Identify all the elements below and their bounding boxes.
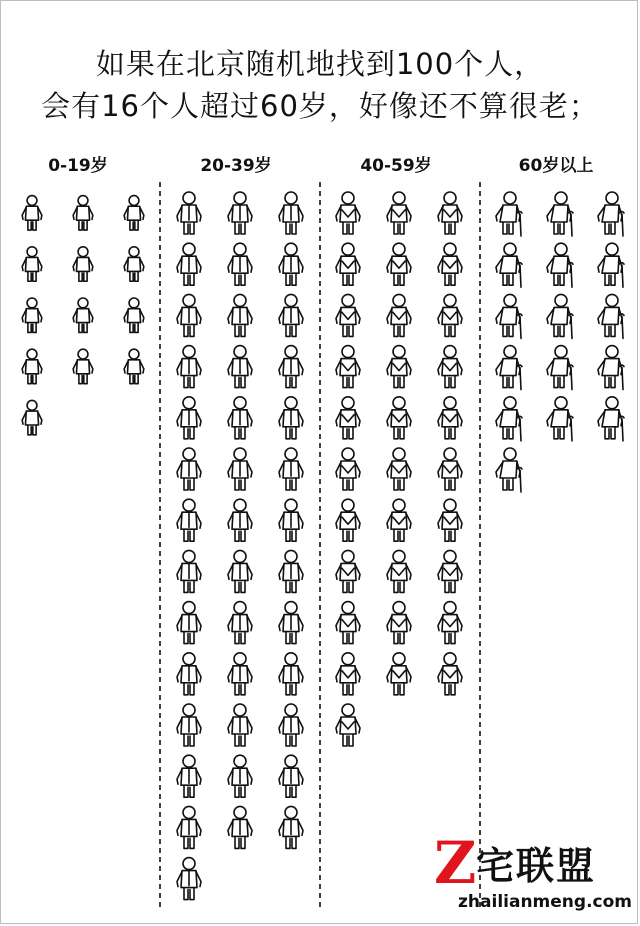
- watermark-url: zhailianmeng.com: [458, 892, 632, 912]
- person-icon: [228, 704, 252, 746]
- person-icon: [279, 397, 303, 439]
- person-icon: [336, 346, 360, 388]
- person-icon: [496, 448, 522, 492]
- person-icon: [177, 243, 201, 285]
- person-icon: [336, 499, 360, 541]
- person-icon: [438, 294, 462, 336]
- person-icon: [279, 653, 303, 695]
- person-icon: [279, 346, 303, 388]
- person-icon: [22, 349, 42, 383]
- person-icon: [438, 448, 462, 490]
- watermark-name: 宅联盟: [476, 844, 597, 888]
- person-icon: [73, 247, 93, 281]
- person-icon: [228, 346, 252, 388]
- person-icon: [279, 448, 303, 490]
- person-icon: [438, 602, 462, 644]
- person-icon: [438, 192, 462, 234]
- person-icon: [228, 755, 252, 797]
- person-icon: [387, 192, 411, 234]
- person-icon: [177, 499, 201, 541]
- person-icon: [547, 397, 573, 441]
- person-icon: [279, 806, 303, 848]
- person-icon: [496, 346, 522, 390]
- person-icon: [279, 499, 303, 541]
- person-icon: [279, 243, 303, 285]
- watermark-logo: [432, 829, 632, 916]
- person-icon: [177, 550, 201, 592]
- person-icon: [336, 243, 360, 285]
- person-icon: [177, 704, 201, 746]
- person-icon: [22, 247, 42, 281]
- person-icon: [387, 602, 411, 644]
- person-icon: [177, 294, 201, 336]
- person-icon: [598, 243, 624, 287]
- person-icon: [228, 294, 252, 336]
- person-icon: [598, 397, 624, 441]
- person-icon: [177, 653, 201, 695]
- person-icon: [177, 755, 201, 797]
- person-icon: [228, 243, 252, 285]
- person-icon: [336, 294, 360, 336]
- person-icon: [496, 243, 522, 287]
- category-label-0-19: 0-19岁: [48, 156, 108, 176]
- person-icon: [336, 397, 360, 439]
- category-label-20-39: 20-39岁: [200, 156, 272, 176]
- person-icon: [438, 397, 462, 439]
- person-icon: [279, 602, 303, 644]
- person-icon: [228, 192, 252, 234]
- category-label-40-59: 40-59岁: [360, 156, 432, 176]
- person-icon: [177, 602, 201, 644]
- person-icon: [336, 448, 360, 490]
- person-icon: [387, 243, 411, 285]
- person-icon: [438, 346, 462, 388]
- person-icon: [438, 499, 462, 541]
- person-icon: [279, 704, 303, 746]
- person-icon: [228, 653, 252, 695]
- person-icon: [228, 806, 252, 848]
- person-icon: [387, 499, 411, 541]
- person-icon: [279, 192, 303, 234]
- person-icon: [598, 192, 624, 236]
- person-icon: [438, 550, 462, 592]
- person-icon: [496, 397, 522, 441]
- person-icon: [228, 499, 252, 541]
- person-icon: [336, 192, 360, 234]
- person-icon: [177, 448, 201, 490]
- person-icon: [336, 653, 360, 695]
- person-icon: [387, 653, 411, 695]
- person-icon: [228, 397, 252, 439]
- person-icon: [279, 755, 303, 797]
- person-icon: [387, 397, 411, 439]
- person-icon: [124, 349, 144, 383]
- person-icon: [177, 858, 201, 900]
- person-icon: [124, 247, 144, 281]
- person-icon: [387, 294, 411, 336]
- person-icon: [73, 196, 93, 230]
- person-icon: [496, 294, 522, 338]
- person-icon: [336, 704, 360, 746]
- person-icon: [496, 192, 522, 236]
- person-icon: [177, 346, 201, 388]
- person-icon: [228, 550, 252, 592]
- person-icon: [177, 397, 201, 439]
- person-icon: [598, 294, 624, 338]
- title-line-1: 如果在北京随机地找到100个人，: [95, 47, 545, 81]
- person-icon: [336, 602, 360, 644]
- person-icon: [124, 196, 144, 230]
- person-icon: [279, 550, 303, 592]
- person-icon: [22, 196, 42, 230]
- person-icon: [547, 294, 573, 338]
- person-icon: [547, 243, 573, 287]
- person-icon: [547, 346, 573, 390]
- person-icon: [177, 806, 201, 848]
- person-icon: [22, 400, 42, 434]
- watermark-z-letter: Z: [434, 829, 477, 897]
- person-icon: [387, 448, 411, 490]
- person-icon: [438, 653, 462, 695]
- person-icon: [387, 550, 411, 592]
- person-icon: [438, 243, 462, 285]
- person-icon: [336, 550, 360, 592]
- person-icon: [387, 346, 411, 388]
- title-line-2: 会有16个人超过60岁，好像还不算很老；: [41, 89, 599, 123]
- person-icon: [279, 294, 303, 336]
- person-icon: [22, 298, 42, 332]
- person-icon: [73, 349, 93, 383]
- person-icon: [598, 346, 624, 390]
- person-icon: [177, 192, 201, 234]
- person-icon: [228, 602, 252, 644]
- person-icon: [124, 298, 144, 332]
- person-icon: [547, 192, 573, 236]
- person-icon: [228, 448, 252, 490]
- person-icon: [73, 298, 93, 332]
- category-label-60-plus: 60岁以上: [518, 156, 594, 176]
